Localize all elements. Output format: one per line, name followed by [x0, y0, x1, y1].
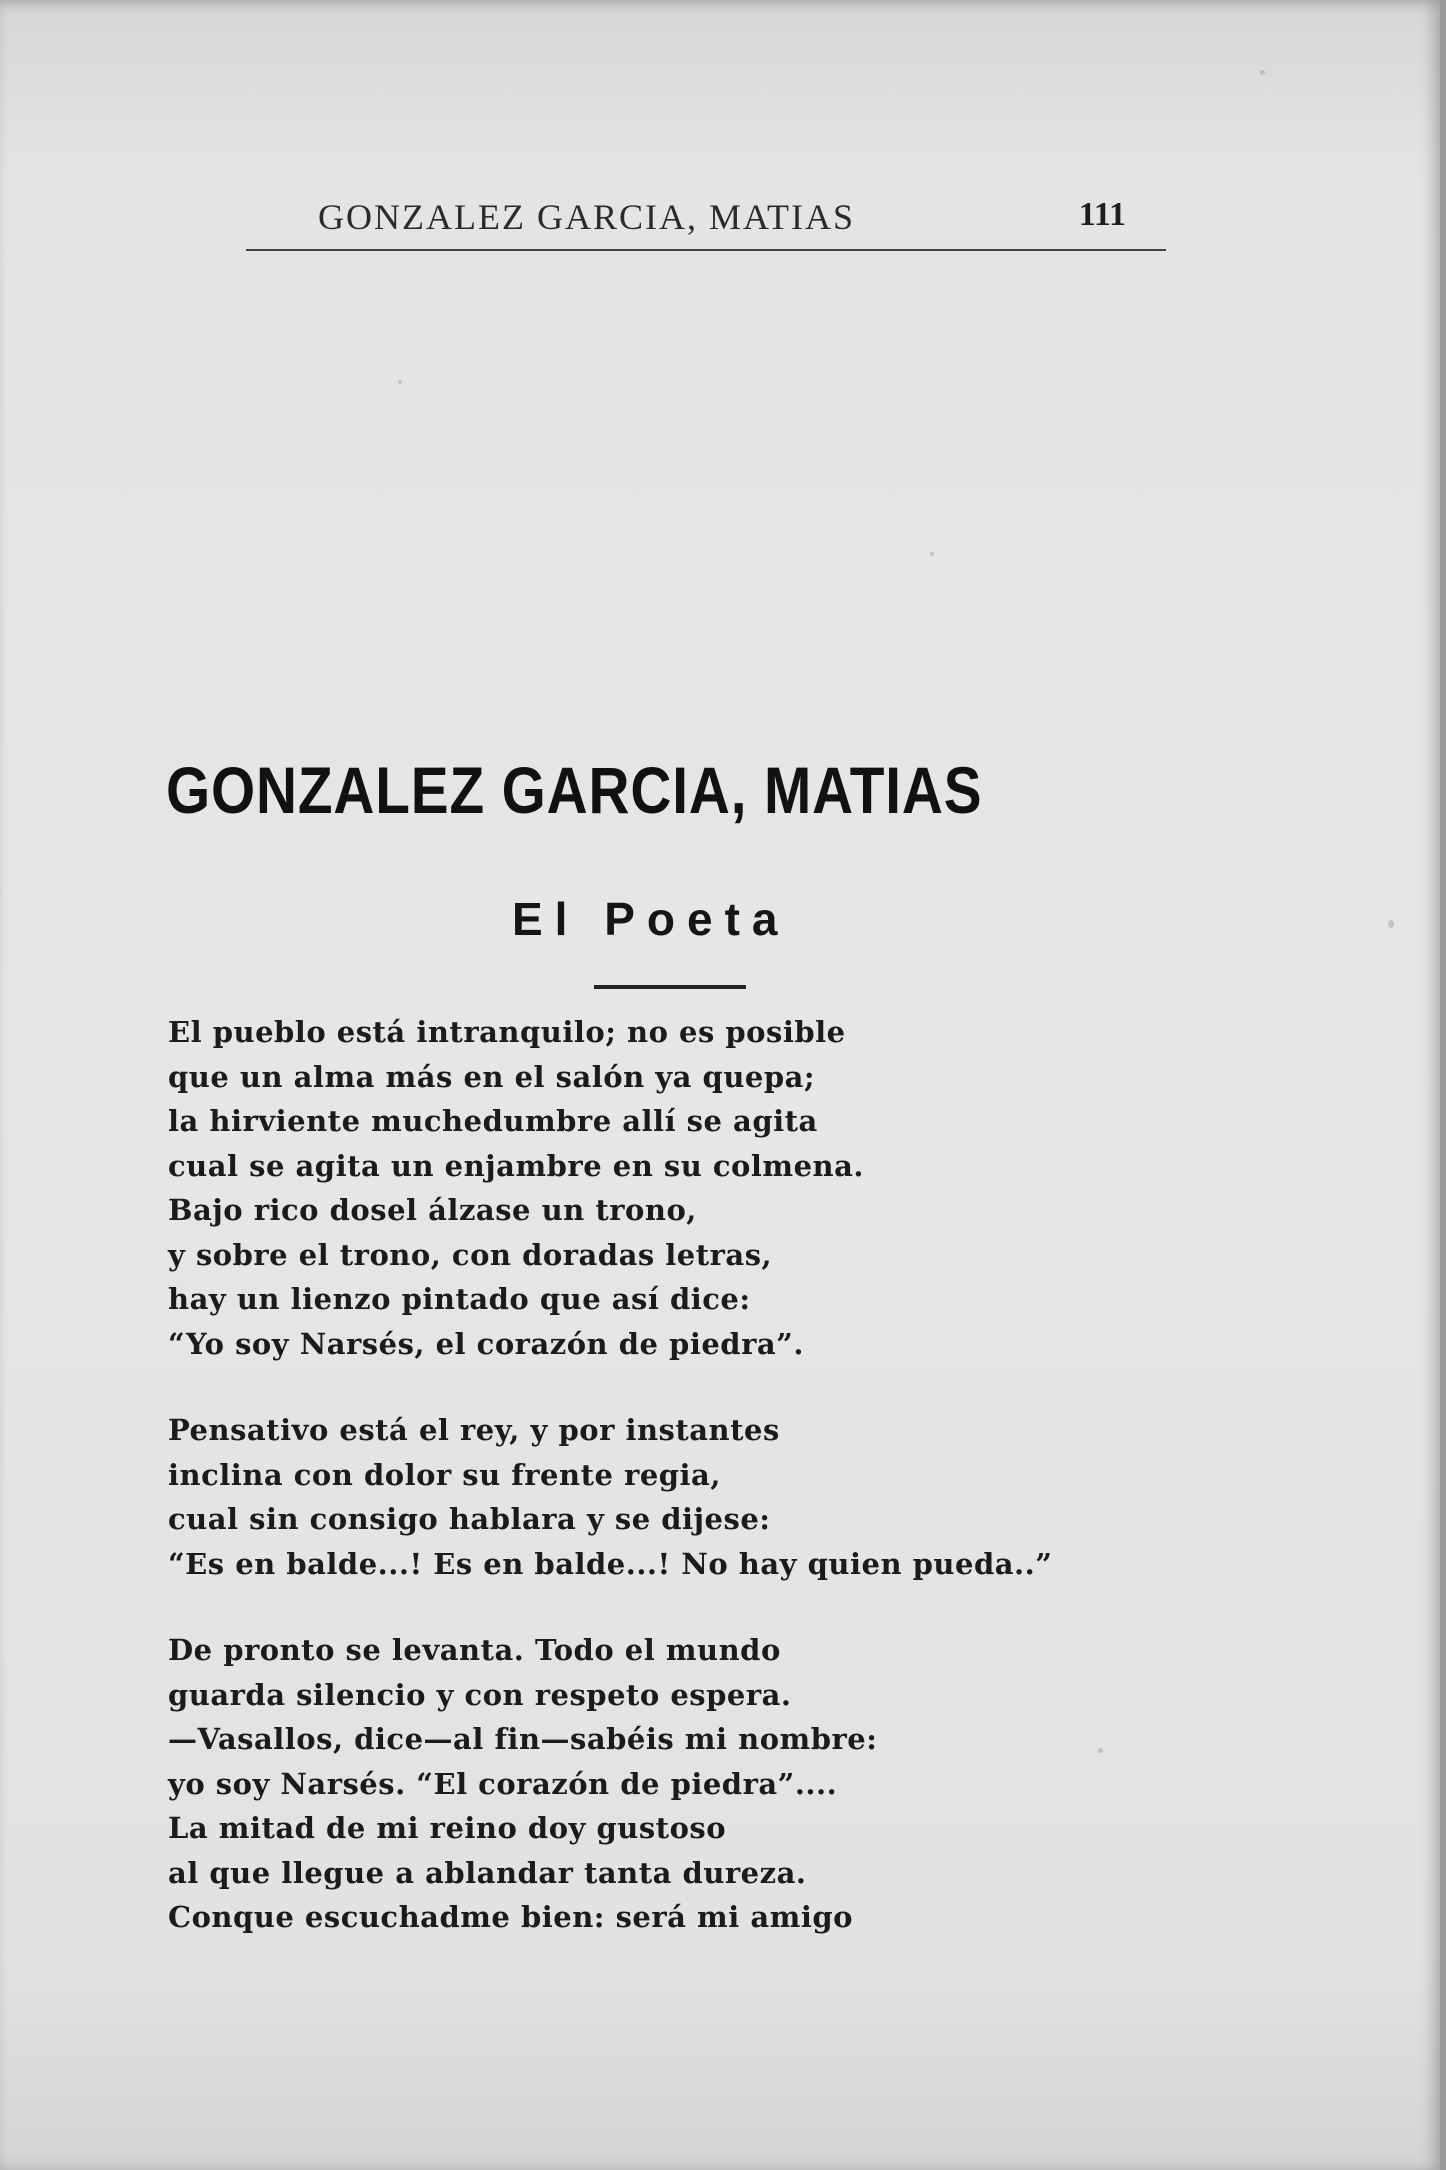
verse-line: la hirviente muchedumbre allí se agita	[168, 1104, 818, 1138]
paper-speck	[1098, 1748, 1103, 1753]
verse-line: Pensativo está el rey, y por instantes	[168, 1413, 780, 1447]
paper-speck	[930, 552, 934, 556]
verse-line: El pueblo está intranquilo; no es posible	[168, 1015, 846, 1049]
verse-line: Bajo rico dosel álzase un trono,	[168, 1193, 697, 1227]
verse-line: —Vasallos, dice—al fin—sabéis mi nombre:	[168, 1722, 878, 1756]
verse-line: Conque escuchadme bien: será mi amigo	[168, 1900, 853, 1934]
verse-line: y sobre el trono, con doradas letras,	[168, 1237, 773, 1272]
verse-line: “Yo soy Narsés, el corazón de piedra”.	[168, 1326, 804, 1361]
poem-body	[168, 1010, 1268, 1982]
verse-line: guarda silencio y con respeto espera.	[168, 1677, 792, 1712]
paper-speck	[1260, 70, 1265, 75]
verse-line: que un alma más en el salón ya quepa;	[168, 1059, 816, 1094]
verse-line: yo soy Narsés. “El corazón de piedra”....	[168, 1766, 838, 1801]
poem-title: El Poeta	[512, 893, 790, 945]
verse-line: La mitad de mi reino doy gustoso	[168, 1811, 727, 1845]
header-rule	[246, 249, 1166, 251]
verse-line: inclina con dolor su frente regia,	[168, 1457, 721, 1492]
running-header	[246, 196, 1166, 246]
verse-line: hay un lienzo pintado que así dice:	[168, 1282, 751, 1316]
stanza-1	[168, 1010, 1268, 1366]
stanza-3	[168, 1628, 1268, 1940]
verse-line: cual sin consigo hablara y se dijese:	[168, 1502, 771, 1536]
verse-line: cual se agita un enjambre en su colmena.	[168, 1148, 865, 1183]
title-rule	[594, 985, 746, 989]
page-number: 111	[1078, 196, 1126, 233]
paper-speck	[1388, 920, 1394, 928]
paper-speck	[398, 380, 402, 384]
page-edge	[1440, 0, 1446, 2170]
stanza-2	[168, 1408, 1268, 1586]
author-heading: GONZALEZ GARCIA, MATIAS	[166, 753, 983, 827]
verse-line: “Es en balde...! Es en balde...! No hay quien pueda..”	[168, 1546, 1053, 1581]
verse-line: De pronto se levanta. Todo el mundo	[168, 1633, 781, 1667]
verse-line: al que llegue a ablandar tanta dureza.	[168, 1855, 807, 1890]
running-title: GONZALEZ GARCIA, MATIAS	[318, 197, 855, 237]
